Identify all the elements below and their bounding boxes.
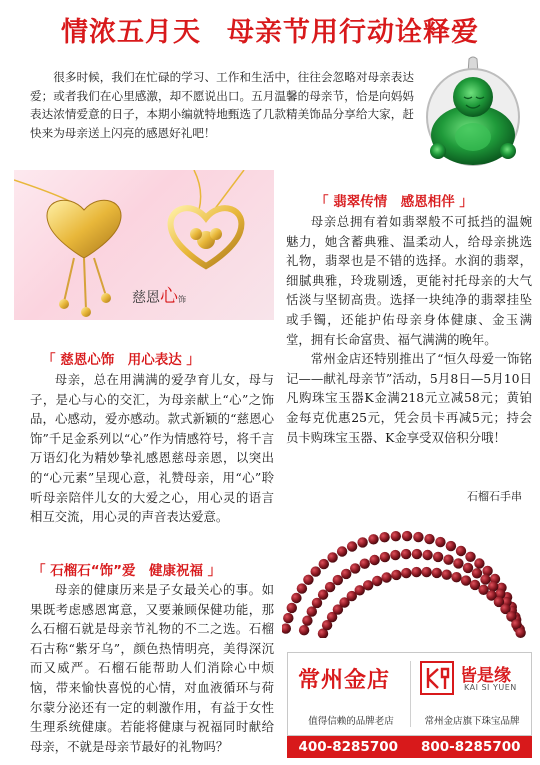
garnet-bead — [390, 550, 400, 560]
garnet-bead — [433, 552, 443, 562]
garnet-bead — [411, 567, 421, 577]
garnet-bead — [435, 537, 445, 547]
garnet-bead — [474, 558, 484, 568]
garnet-bead — [291, 593, 301, 603]
garnet-bead — [350, 563, 360, 573]
phone-bar — [287, 736, 532, 758]
garnet-bead — [297, 583, 307, 593]
garnet-bead — [325, 582, 335, 592]
garnet-bead — [337, 546, 347, 556]
garnet-bead — [401, 549, 411, 559]
garnet-bead — [302, 616, 312, 626]
garnet-bead — [357, 537, 367, 547]
garnet-bead — [412, 549, 422, 559]
garnet-bead — [442, 570, 452, 580]
jade-pendant-image — [414, 55, 532, 185]
heart-glyph: 心 — [160, 286, 178, 307]
garnet-bracelet-photo — [282, 478, 530, 638]
garnet-bead — [453, 558, 463, 568]
cien-section-title: 「 慈恩心饰 用心表达 」 — [42, 352, 200, 368]
changzhou-jindian-tagline: 值得信赖的品牌老店 — [308, 716, 394, 727]
gold-heart-pendants-photo — [14, 170, 274, 320]
garnet-bead — [379, 532, 389, 542]
garnet-bead — [391, 531, 401, 541]
phone-number-1: 400-8285700 — [298, 739, 399, 755]
garnet-bead — [465, 552, 475, 562]
cien-section-body: 母亲，总在用满满的爱孕育儿女，母与子，是心与心的交汇，为母亲献上“心”之饰品，心感动，爱亦感动。款式新颖的“慈恩心饰”千足金系列以“心”作为情感符号，将千言万语幻化为精妙挚礼感恩慈母亲恩，以突出的“心元素”呈现心意，礼赞母亲，用“心”聆听母亲陪伴儿女的大爱之心，用心灵的语言相互交流，用心灵的声音表达爱意。 — [30, 372, 274, 525]
intro-paragraph: 很多时候，我们在忙碌的学习、工作和生活中，往往会忽略对母亲表达爱；或者我们在心里感激，却不愿说出口。五月温馨的母亲节，恰是向妈妈表达浓情爱意的日子，本期小编就特地甄选了几款精美饰品分享给大家，赶快来为母亲送上闪亮的感恩好礼吧！ — [30, 70, 414, 140]
garnet-bead — [446, 541, 456, 551]
garnet-bead — [299, 625, 309, 635]
garnet-bead — [363, 580, 373, 590]
garnet-bead — [463, 563, 473, 573]
kaisiyuen-mark-icon — [420, 661, 454, 695]
buddha-head — [453, 77, 493, 117]
headline-part1: 情浓五月天 — [61, 17, 201, 48]
garnet-bead — [432, 568, 442, 578]
garnet-bead — [456, 546, 466, 556]
garnet-bead — [424, 534, 434, 544]
garnet-section-title: 「 石榴石“饰”爱 健康祝福 」 — [32, 563, 222, 579]
garnet-bead — [287, 603, 297, 613]
garnet-bead — [413, 532, 423, 542]
jade-section-title: 「 翡翠传情 感恩相伴 」 — [315, 194, 473, 210]
garnet-bead — [360, 559, 370, 569]
jade-section-body — [286, 212, 532, 447]
garnet-photo-label: 石榴石手串 — [467, 490, 522, 503]
jade-paragraph-2: 常州金店还特别推出了“恒久母爱一饰铭记——献礼母亲节”活动，5月8日—5月10日凡购珠宝玉器K金满218元立减58元；黄铂金每克优惠25元，凭会员卡再减5元；持会员卡购珠宝玉器、K金享受双倍积分哦！ — [286, 351, 532, 445]
garnet-bead — [327, 552, 337, 562]
garnet-bead — [341, 569, 351, 579]
garnet-bead — [443, 555, 453, 565]
garnet-bead — [369, 555, 379, 565]
garnet-bead — [380, 552, 390, 562]
garnet-bead — [401, 568, 411, 578]
ad-divider — [410, 661, 411, 727]
cien-logo: 慈恩心饰 — [132, 286, 186, 307]
garnet-bead — [311, 566, 321, 576]
kaisiyuen-tagline: 常州金店旗下珠宝品牌 — [424, 716, 520, 727]
garnet-section-body: 母亲的健康历来是子女最关心的事。如果既考虑感恩寓意，又要兼顾保健功能，那么石榴石就是母亲节礼物的不二之选。石榴石古称“紫牙乌”，颜色热情明亮，美得深沉而又威严。石榴石能帮助人们消除心中烦恼，带来愉快喜悦的心情，对血液循环与荷尔蒙分泌还有一定的刺激作用，有益于女性生理系统健康。若能将健康与祝福同时献给母亲，不就是母亲节最好的礼物吗？ — [30, 582, 274, 754]
garnet-bead — [402, 531, 412, 541]
gold-heart-left — [47, 200, 121, 258]
garnet-bead — [282, 623, 291, 633]
kaisiyuen-logo-text: 皆是缘 — [460, 666, 511, 686]
headline-part2: 母亲节用行动诠释爱 — [227, 17, 479, 48]
garnet-bead — [488, 581, 498, 591]
garnet-bead — [451, 572, 461, 582]
garnet-bead — [381, 572, 391, 582]
garnet-bead — [461, 575, 471, 585]
brand-ad-box — [287, 652, 532, 736]
changzhou-jindian-logo: 常州金店 — [298, 667, 391, 693]
garnet-bead — [283, 613, 293, 623]
phone-number-2: 800-8285700 — [420, 739, 521, 755]
garnet-bead — [347, 541, 357, 551]
garnet-bead — [515, 628, 525, 638]
garnet-bead — [368, 534, 378, 544]
kaisiyuen-logo-en: KAI SI YUEN — [464, 683, 517, 692]
page-headline — [0, 10, 540, 49]
garnet-bead — [333, 575, 343, 585]
garnet-bead — [391, 570, 401, 580]
garnet-bead — [472, 568, 482, 578]
garnet-bead — [372, 576, 382, 586]
garnet-bead — [307, 606, 317, 616]
garnet-bead — [480, 574, 490, 584]
buddha-belly — [455, 123, 491, 151]
garnet-bead — [319, 559, 329, 569]
garnet-bead — [422, 550, 432, 560]
jade-paragraph-1: 母亲总拥有着如翡翠般不可抵挡的温婉魅力，她含蓄典雅、温柔动人，给母亲挑选礼物，翡翠也是不错的选择。水润的翡翠，细腻典雅，玲珑剔透，更能衬托母亲的大气恬淡与坚韧高贵。选择一块纯净的翡翠挂坠或手镯，还能护佑母亲身体健康、金玉满堂，拥有长命富贵、福气满满的晚年。 — [286, 214, 532, 347]
garnet-bead — [421, 567, 431, 577]
garnet-bead — [303, 575, 313, 585]
